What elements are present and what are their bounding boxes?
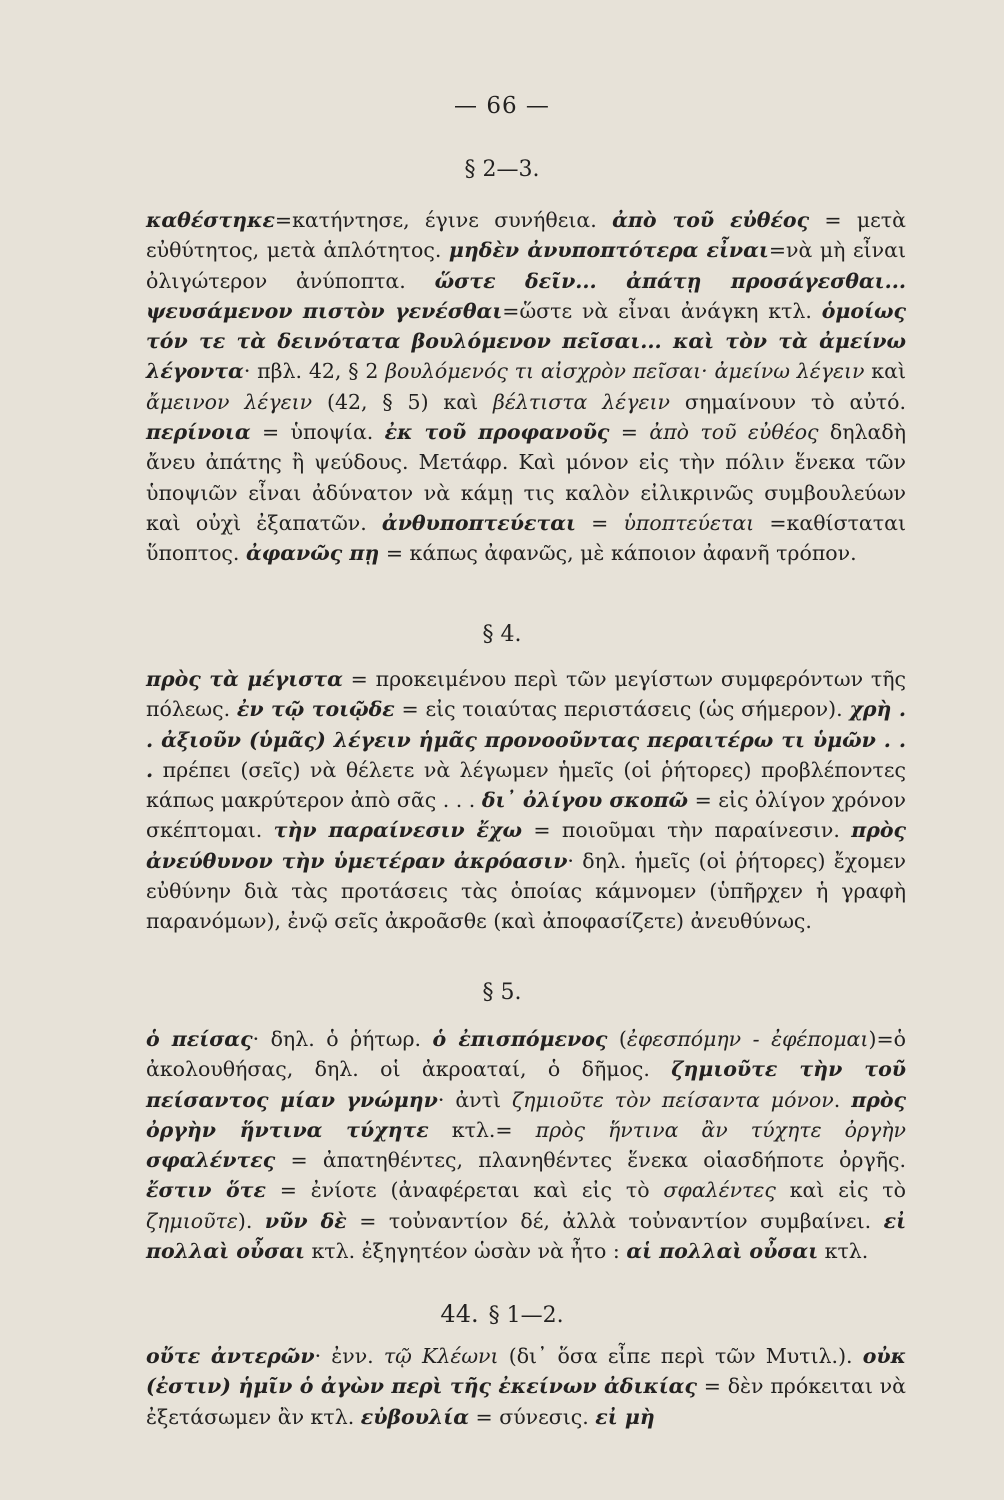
- gloss-text: · δηλ. ἡμεῖς (οἱ ῥήτορες) ἔχομεν εὐθύνην διὰ τὰς προτάσεις τὰς ὁποίας κάμνομεν (ὑπῆρχεν ἡ γραφὴ παρανόμων), ἐνῷ σεῖς ἀκροᾶσθε (καὶ ἀποφασίζετε) ἀνευθύνως.: [146, 848, 906, 934]
- gloss-text: = προκειμένου περὶ τῶν μεγίστων συμφερόντων τῆς πόλεως.: [146, 667, 906, 722]
- gloss-text: · δηλ. ὁ ῥήτωρ.: [252, 1027, 433, 1051]
- lemma: εἰ μὴ: [595, 1404, 655, 1429]
- quoted-phrase: ὑποπτεύεται: [623, 510, 755, 535]
- lemma: δι᾽ ὀλίγου σκοπῶ: [481, 788, 689, 813]
- lemma: εἰ πολλαὶ οὖσαι: [146, 1208, 906, 1264]
- lemma: ἀφανῶς πῃ: [245, 541, 380, 566]
- gloss-text: · πβλ. 42, § 2: [243, 359, 386, 384]
- section-heading: § 4.: [482, 622, 522, 647]
- gloss-text: =κατήντησε, έγινε συνήθεια.: [274, 208, 613, 232]
- lemma: τὴν παραίνεσιν ἔχω: [273, 818, 523, 843]
- page-number: — 66 —: [454, 93, 550, 119]
- gloss-text: (δι᾽ ὅσα εἶπε περὶ τῶν Μυτιλ.).: [498, 1344, 863, 1368]
- quoted-phrase: ἐφεσπόμην - ἐφέπομαι: [626, 1027, 869, 1051]
- lemma: ὁ ἐπισπόμενος: [432, 1027, 608, 1051]
- lemma: καθέστηκε: [146, 208, 275, 232]
- quoted-phrase: βέλτιστα λέγειν: [493, 389, 671, 414]
- lemma: ὥστε δεῖν... ἀπάτῃ προσάγεσθαι... ψευσάμενον πιστὸν γενέσθαι: [146, 268, 906, 323]
- gloss-text: =: [609, 420, 650, 445]
- gloss-text: = ὑποψία.: [250, 420, 385, 445]
- lemma: αἱ πολλαὶ οὖσαι: [626, 1239, 819, 1264]
- gloss-text: = δὲν πρόκειται νὰ ἐξετάσωμεν ἂν κτλ.: [146, 1374, 906, 1429]
- chapter-number: 44.: [440, 1300, 479, 1328]
- commentary-paragraph: [146, 1341, 906, 1432]
- chapter-heading: [0, 1300, 1004, 1328]
- lemma: ἔστιν ὅτε: [146, 1178, 266, 1203]
- gloss-text: =καθίσταται ὕποπτος.: [146, 510, 906, 566]
- gloss-text: καὶ εἰς τὸ: [775, 1178, 906, 1203]
- gloss-text: πρέπει (σεῖς) νὰ θέλετε νὰ λέγωμεν ἡμεῖς (οἱ ῥήτορες) προβλέποντες κάπως μακρύτερον ἀπὸ σᾶς . . .: [146, 757, 906, 813]
- commentary-paragraph: [146, 1024, 906, 1266]
- commentary-paragraph: [146, 205, 906, 569]
- lemma: σφαλέντες: [146, 1148, 276, 1173]
- gloss-text: = ἐνίοτε (ἀναφέρεται καὶ εἰς τὸ: [265, 1178, 664, 1203]
- lemma: ἀπὸ τοῦ εὐθέος: [612, 208, 810, 232]
- gloss-text: (: [607, 1027, 627, 1051]
- quoted-phrase: ζημιοῦτε τὸν πείσαντα μόνον: [511, 1087, 834, 1112]
- gloss-text: καὶ: [864, 359, 907, 384]
- gloss-text: =ὥστε νὰ εἶναι ἀνάγκη κτλ.: [502, 298, 822, 323]
- gloss-text: σημαίνουν τὸ αὐτό.: [670, 389, 907, 414]
- quoted-phrase: ζημιοῦτε: [146, 1208, 238, 1233]
- gloss-text: κτλ.=: [428, 1117, 536, 1142]
- gloss-text: ).: [237, 1208, 265, 1233]
- gloss-text: κτλ.: [818, 1239, 869, 1264]
- lemma: μηδὲν ἀνυποπτότερα εἶναι: [448, 238, 769, 263]
- section-heading: § 5.: [482, 980, 522, 1005]
- lemma: ἀνθυποπτεύεται: [381, 510, 576, 535]
- quoted-phrase: βουλόμενός τι αἰσχρὸν πεῖσαι· ἀμείνω λέγειν: [385, 359, 865, 384]
- gloss-text: = τοὐναντίον δέ, ἀλλὰ τοὐναντίον συμβαίνει.: [346, 1208, 884, 1233]
- lemma: οὔτε ἀντερῶν: [146, 1344, 315, 1368]
- gloss-text: (42, § 5) καὶ: [312, 389, 493, 414]
- gloss-text: · ἀντὶ: [437, 1087, 512, 1112]
- lemma: οὐκ (ἐστιν) ἡμῖν ὁ ἀγὼν περὶ τῆς ἐκείνων ἀδικίας: [146, 1344, 906, 1399]
- section-heading: § 1—2.: [488, 1303, 564, 1328]
- quoted-phrase: πρὸς ἥντινα ἂν τύχητε ὀργὴν: [535, 1117, 907, 1142]
- lemma: ὁ πείσας: [146, 1027, 253, 1051]
- gloss-text: = κάπως ἀφανῶς, μὲ κάποιον ἀφανῆ τρόπον.: [379, 541, 857, 566]
- gloss-text: = μετὰ εὐθύτητος, μετὰ ἁπλότητος.: [146, 208, 906, 263]
- lemma: πρὸς τὰ μέγιστα: [146, 667, 343, 691]
- lemma: εὐβουλία: [360, 1404, 469, 1429]
- gloss-text: δηλαδὴ ἄνευ ἀπάτης ἢ ψεύδους. Μετάφρ. Καὶ μόνον εἰς τὴν πόλιν ἕνεκα τῶν ὑποψιῶν εἶναι ἀδύνατον νὰ κάμῃ τις καλὸν εἰλικρινῶς συμβουλεύων καὶ οὐχὶ ἐξαπατῶν.: [146, 420, 907, 535]
- gloss-text: =: [575, 510, 624, 535]
- quoted-phrase: σφαλέντες: [663, 1178, 776, 1203]
- lemma: πρὸς ὀργὴν ἥντινα τύχητε: [146, 1087, 906, 1142]
- lemma: ἐν τῷ τοιῷδε: [236, 697, 395, 722]
- gloss-text: = ποιοῦμαι τὴν παραίνεσιν.: [522, 818, 852, 843]
- quoted-phrase: ἄμεινον λέγειν: [146, 389, 313, 414]
- lemma: ὁμοίως τόν τε τὰ δεινότατα βουλόμενον πεῖσαι... καὶ τὸν τὰ ἀμείνω λέγοντα: [146, 298, 906, 384]
- lemma: χρὴ . . ἀξιοῦν (ὑμᾶς) λέγειν ἡμᾶς προνοοῦντας περαιτέρω τι ὑμῶν . . .: [146, 697, 906, 782]
- lemma: περίνοια: [146, 420, 251, 445]
- gloss-text: )=ὁ ἀκολουθήσας, δηλ. οἱ ἀκροαταί, ὁ δῆμος.: [146, 1027, 906, 1082]
- quoted-phrase: ἀπὸ τοῦ εὐθέος: [649, 420, 819, 445]
- commentary-paragraph: [146, 664, 906, 937]
- lemma: ἐκ τοῦ προφανοῦς: [384, 420, 610, 445]
- gloss-text: = εἰς ὀλίγον χρόνον σκέπτομαι.: [146, 788, 906, 843]
- lemma: ζημιοῦτε τὴν τοῦ πείσαντος μίαν γνώμην: [146, 1057, 906, 1112]
- quoted-phrase: τῷ Κλέωνι: [383, 1344, 499, 1368]
- section-heading: § 2—3.: [464, 157, 540, 182]
- gloss-text: = εἰς τοιαύτας περιστάσεις (ὡς σήμερον).: [394, 697, 850, 722]
- gloss-text: κτλ. ἐξηγητέον ὡσὰν νὰ ἦτο :: [304, 1239, 627, 1264]
- lemma: νῦν δὲ: [264, 1208, 347, 1233]
- gloss-text: · ἐνν.: [314, 1344, 384, 1368]
- gloss-text: .: [833, 1087, 852, 1112]
- gloss-text: = ἀπατηθέντες, πλανηθέντες ἕνεκα οἱασδήποτε ὀργῆς.: [275, 1148, 906, 1173]
- lemma: πρὸς ἀνεύθυνον τὴν ὑμετέραν ἀκρόασιν: [146, 818, 906, 873]
- gloss-text: =νὰ μὴ εἶναι ὀλιγώτερον ἀνύποπτα.: [146, 238, 906, 293]
- gloss-text: = σύνεσις.: [469, 1404, 596, 1429]
